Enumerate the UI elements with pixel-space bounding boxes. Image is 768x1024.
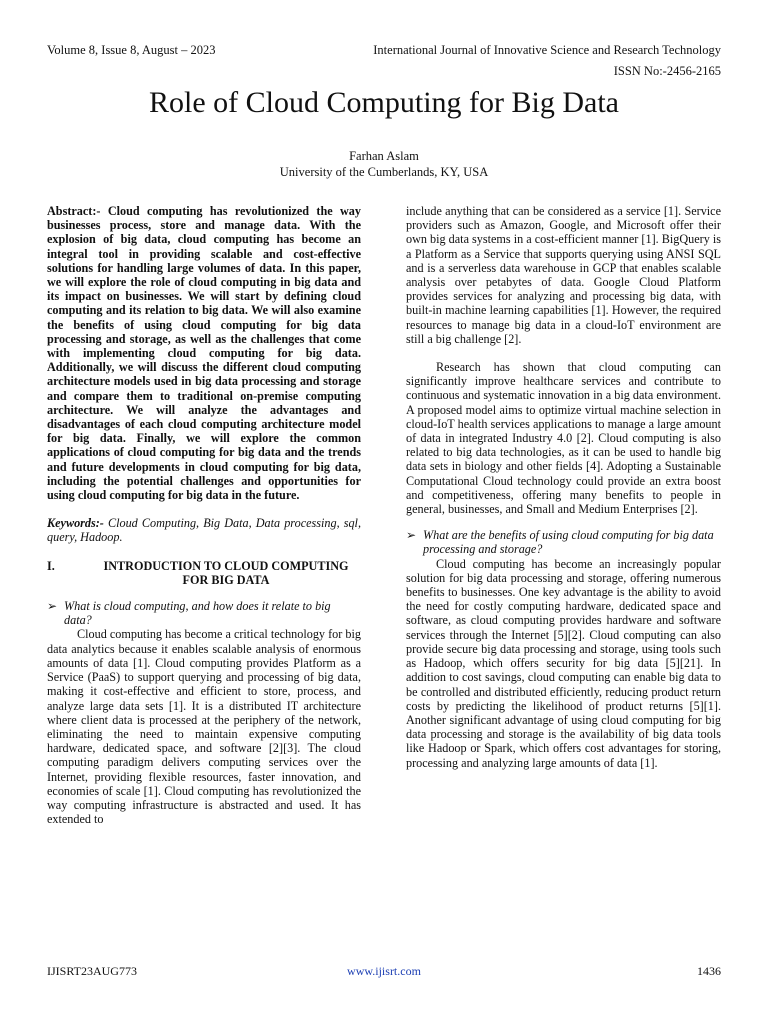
paper-id: IJISRT23AUG773 bbox=[47, 964, 137, 978]
abstract: Abstract:- Cloud computing has revolutionized the way businesses process, store and manage data. With the explosion of big data, cloud computing has become an integral tool in providing scalable and cost-effective solutions for handling large volumes of data. In this paper, we will explore the role of cloud computing in big data and its impact on businesses. We will start by defining cloud computing and its relation to big data. We will also examine the benefits of using cloud computing for big data processing and storage, as well as the challenges that come with implementing cloud computing for big data. Additionally, we will discuss the different cloud computing architecture models used in big data processing and storage and compare them to traditional on-premise computing architecture. We will analyze the advantages and disadvantages of each cloud computing architecture model for big data. Finally, we will explore the common applications of cloud computing for big data and the trends and future developments in cloud computing for big data, including the potential challenges and opportunities for using cloud computing for big data in the future. bbox=[47, 204, 361, 503]
author-affiliation: University of the Cumberlands, KY, USA bbox=[279, 165, 489, 179]
section-heading bbox=[47, 559, 361, 587]
paragraph-3: Cloud computing has become an increasingly popular solution for big data processing and storage, offering numerous benefits to businesses. One key advantage is the ability to avoid the need for costly computing hardware, dedicated space and software, as cloud computing provides hardware and software services through the Internet [5][2]. Cloud computing can also provide secure big data processing and storage, using tools such as Hadoop, which offers security for big data [5][21]. In addition to cost savings, cloud computing can enable big data to be controlled and distributed efficiently, reducing product return costs by predicting the likelihood of product returns [5][1]. Another significant advantage of using cloud computing for big data processing and storage is the availability of big data tools like Hadoop or Spark, which offers cost advantages for storing, processing and analyzing large amounts of data [1]. bbox=[406, 556, 721, 770]
question-text-1: What is cloud computing, and how does it relate to big data? bbox=[64, 599, 331, 628]
paper-title: Role of Cloud Computing for Big Data bbox=[149, 86, 619, 119]
arrow-bullet-icon: ➢ bbox=[406, 528, 417, 543]
keywords-text: Cloud Computing, Big Data, Data processing, sql, query, Hadoop. bbox=[47, 516, 361, 545]
question-heading-2 bbox=[406, 528, 721, 556]
left-column bbox=[47, 204, 361, 826]
paragraph-1-continued: include anything that can be considered as a service [1]. Service providers such as Amazon, Google, and Microsoft offer their own big data systems in a cost-efficient manner [1]. BigQuery is a Platform as a Service that supports querying using ANSI SQL and is a serverless data warehouse in GCP that enables scalable analysis over petabytes of data. Google Cloud Platform provides services for analyzing and processing big data, with built-in machine learning capabilities [1]. However, the required resources to manage big data in a cloud-IoT environment are still a big challenge [2]. bbox=[406, 204, 721, 346]
arrow-bullet-icon: ➢ bbox=[47, 599, 58, 614]
author-block bbox=[0, 148, 768, 180]
journal-name: International Journal of Innovative Science and Research Technology bbox=[373, 43, 721, 57]
page-number: 1436 bbox=[697, 964, 721, 978]
question-text-2: What are the benefits of using cloud computing for big data processing and storage? bbox=[423, 528, 714, 557]
paragraph-2: Research has shown that cloud computing can significantly improve healthcare services and contribute to continuous and systematic innovation in a big data environment. A proposed model aims to optimize virtual machine selection in cloud-IoT health services applications to manage a large amount of data in integrated Industry 4.0 [2]. Cloud computing is also related to big data technologies, as it can be used to handle big data sets in biology and other fields [4]. Adopting a Sustainable Computational Cloud technology could provide an extra boost and competitiveness, offering many benefits to people in general, businesses, and Small and Medium Enterprises [2]. bbox=[406, 360, 721, 517]
volume-info: Volume 8, Issue 8, August – 2023 bbox=[47, 43, 216, 57]
section-number: I. bbox=[47, 558, 55, 573]
author-name: Farhan Aslam bbox=[349, 149, 419, 163]
issn: ISSN No:-2456-2165 bbox=[613, 64, 721, 78]
paragraph-1: Cloud computing has become a critical technology for big data analytics because it enables scalable analysis of enormous amounts of data [1]. Cloud computing provides Platform as a Service (PaaS) to support querying and processing of big data, making it cost-effective and efficient to store, process, and analyze large data sets [1]. It is a distributed IT architecture where client data is processed at the periphery of the network, eliminating the need to maintain expensive computing hardware, dedicated space, and software [2][3]. The cloud computing paradigm delivers computing services over the Internet, providing flexible resources, faster innovation, and economies of scale [1]. Cloud computing has revolutionized the way computing infrastructure is abstracted and used. It has extended to bbox=[47, 627, 361, 827]
keywords-label: Keywords:- bbox=[47, 516, 104, 531]
section-title: INTRODUCTION TO CLOUD COMPUTING FOR BIG DATA bbox=[103, 558, 349, 587]
right-column bbox=[406, 204, 721, 770]
keywords bbox=[47, 516, 361, 544]
question-heading-1 bbox=[47, 599, 361, 627]
journal-url-link[interactable]: www.ijisrt.com bbox=[347, 964, 421, 978]
